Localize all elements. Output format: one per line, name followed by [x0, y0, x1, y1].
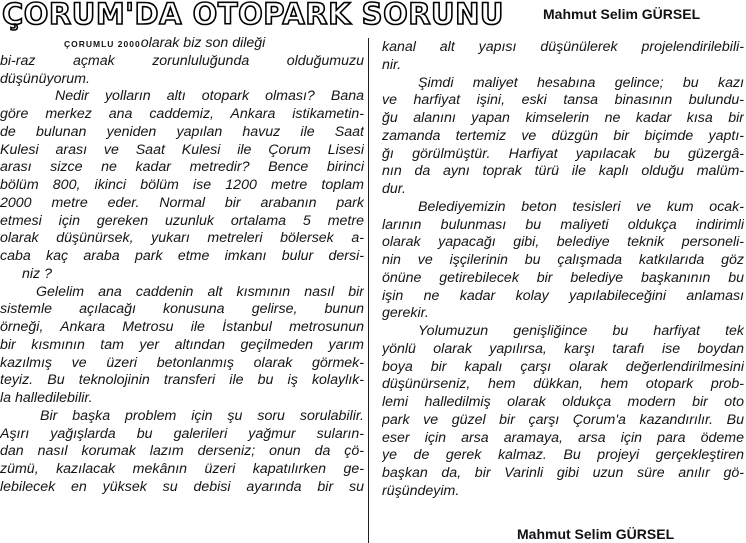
line-22: Bir başka problem için şu soru sorulabilir. [40, 407, 364, 424]
line-17: örneği, Ankara Metrosu ile İstanbul metrosunun [0, 319, 364, 335]
line-26: lebilecek en yüksek su debisi ayarında bir su [0, 478, 364, 495]
author-byline-top: Mahmut Selim GÜRSEL [543, 6, 701, 22]
line-25: zümü, kazılacak mekânın üzeri kapatılırken ge- [0, 461, 364, 477]
line-20: teyiz. Bu teknolojinin transferi ile bu iş kolaylık- [0, 372, 364, 389]
r-line-2: nir. [382, 56, 402, 73]
r-line-26: rüşündeyim. [382, 482, 460, 499]
line-2: bi-raz açmak zorunluluğunda olduğumuzu [0, 52, 364, 69]
line-14: niz ? [22, 265, 52, 282]
r-line-24: ye de gerek kalmaz. Bu projeyi gerçekleştiren [382, 447, 744, 464]
r-line-11: larının bulunması bu maliyeti oldukça indirimli [382, 216, 744, 233]
r-line-5: ğu alanını yapan kimselerin ne kadar kısa bir [382, 110, 744, 126]
r-line-1: kanal alt yapısı düşünülerek projelendirilebili- [382, 39, 744, 55]
line-6: de bulunan yeniden yapılan havuz ile Saat [0, 123, 364, 140]
line-18: bir kısmının tam yer altından geçilmeden yarım [0, 336, 364, 353]
column-divider [368, 38, 369, 543]
line-1: olarak biz son dileği [140, 35, 266, 51]
r-line-21: lemi halledilmiş olarak oldukça modern bir oto [382, 394, 744, 410]
r-line-18: yönlü olarak yapılırsa, karşı tarafı ise boydan [382, 340, 744, 357]
line-4: Nedir yolların altı otopark olması? Bana [55, 88, 364, 105]
line-23: Aşırı yağışlarda bu galerileri yağmur suların- [0, 425, 364, 442]
r-line-9: dur. [382, 181, 406, 197]
r-line-6: zamanda tertemiz ve düzgün bir biçimde yaptı- [382, 127, 744, 144]
r-line-12: olarak yapacağı gibi, belediye teknik personeli- [382, 234, 744, 251]
r-line-20: düşünürseniz, hem dükkan, hem otopark prob- [382, 376, 744, 393]
article-headline: ÇORUM'DA OTOPARK SORUNU [2, 0, 504, 31]
author-byline-bottom: Mahmut Selim GÜRSEL [517, 526, 675, 542]
r-line-15: işin ne kadar kolay yapılabileceğini anlaması [382, 287, 744, 304]
line-8: arası sizce ne kadar metredir? Bence birinci [0, 159, 364, 176]
line-21: la halledilebilir. [0, 390, 93, 406]
first-line [0, 35, 364, 53]
line-12: olarak düşünürsek, yukarı metreleri bölersek a- [0, 230, 364, 247]
left-column [0, 35, 364, 497]
line-24: dan nasıl korumak lazım derseniz; onun da çö- [0, 443, 364, 460]
line-7: Kulesi arası ve Saat Kulesi ile Çorum Lisesi [0, 141, 364, 158]
line-10: 2000 metre eder. Normal bir arabanın park [0, 194, 364, 211]
r-line-13: nin ve işçilerinin bu çalışmada katkılarıda göz [382, 252, 744, 268]
line-16: sistemle açılacağı konusuna gelirse, bunun [0, 301, 364, 318]
r-line-16: gerekir. [382, 305, 429, 322]
r-line-3: Şimdi maliyet hesabına gelince; bu kazı [418, 74, 744, 91]
line-15: Gelelim ana caddenin alt kısmının nasıl bir [36, 283, 364, 300]
r-line-25: başkan da, bir Varinli gibi uzun süre anılır gö- [382, 465, 744, 481]
r-line-4: ve harfiyat işini, eski tansa binasının bulundu- [382, 92, 744, 109]
r-line-8: nın da aynı toprak türü ile kaplı olduğu malüm- [382, 163, 744, 180]
line-11: etmesi için gereken uzunluk ortalama 5 metre [0, 212, 364, 229]
dateline: ÇORUMLU 2000 [64, 39, 141, 49]
r-line-19: boya bir kapalı çarşı olarak değerlendirilmesini [382, 358, 744, 375]
r-line-17: Yolumuzun genişliğince bu harfiyat tek [418, 323, 744, 339]
r-line-7: ğı görülmüştür. Harfiyat yapılacak bu güzergâ- [382, 145, 744, 162]
line-9: bölüm 800, ikinci bölüm ise 1200 metre toplam [0, 177, 364, 193]
line-3: düşünüyorum. [0, 70, 90, 87]
r-line-10: Belediyemizin beton tesisleri ve kum ocak- [418, 198, 744, 215]
line-13: caba kaç araba park etme imkanı bulur dersi- [0, 248, 364, 264]
line-19: kazılmış ve üzeri betonlanmış olarak görmek- [0, 354, 364, 371]
line-5: göre merkez ana caddemiz, Ankara istikametin- [0, 106, 364, 122]
r-line-14: önüne getirebilecek bir belediye başkanının bu [382, 269, 744, 286]
r-line-22: park ve güzel bir çarşı Çorum'a kazandırılır. Bu [382, 411, 744, 428]
right-column [382, 39, 744, 501]
r-line-23: eser için arsa aramaya, arsa için para ödeme [382, 429, 744, 446]
